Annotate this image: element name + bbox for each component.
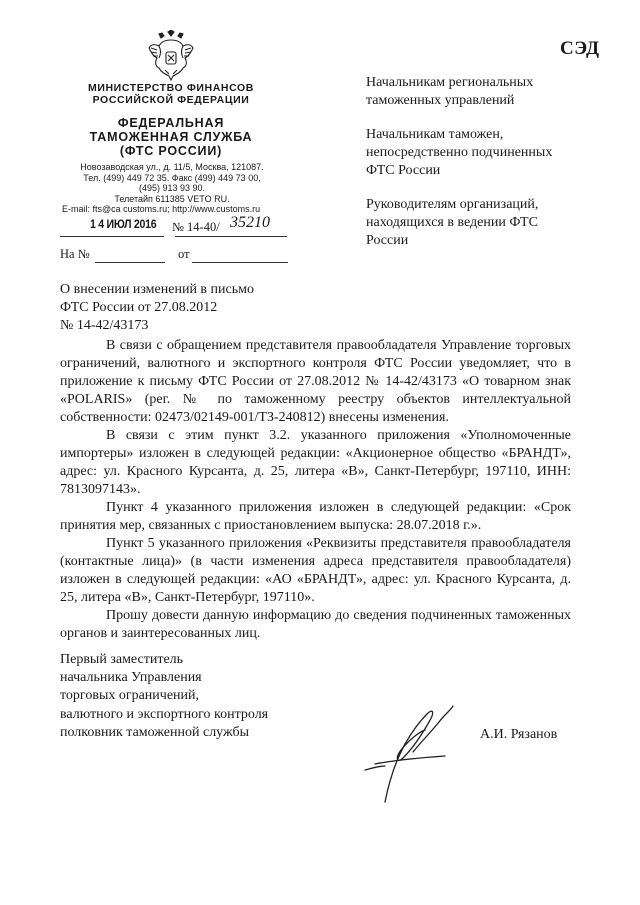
phone-line: (495) 913 93 90. <box>138 183 206 193</box>
service-line: ФЕДЕРАЛЬНАЯ <box>117 116 225 130</box>
handwritten-signature <box>355 692 465 807</box>
service-name <box>62 116 280 158</box>
signatory-title-line: валютного и экспортного контроля <box>60 706 269 722</box>
addressee: Руководителям организаций, находящихся в ведении ФТС России <box>366 197 539 248</box>
signatory-title-line: Первый заместитель <box>60 652 184 667</box>
reference-number-line <box>95 262 165 263</box>
signatory-title <box>60 651 300 742</box>
subject-line: О внесении изменений в письмо <box>60 282 254 297</box>
body-paragraph: В связи с этим пункт 3.2. указанного приложения «Уполномоченные импортеры» изложен в следующей редакции: «Акционерное общество «БРАНДТ», адрес: ул. Красного Курсанта, д. 25, литера «В», Санкт-Петербург, 197110, ИНН: 7813097143». <box>60 428 571 497</box>
subject-line: ФТС России от 27.08.2012 <box>60 300 218 315</box>
signatory-title-line: торговых ограничений, <box>60 688 200 704</box>
contact-details <box>54 162 290 215</box>
service-line: ТАМОЖЕННАЯ СЛУЖБА <box>89 130 253 144</box>
body-paragraph: Пункт 5 указанного приложения «Реквизиты представителя правообладателя (контактные лица)» (в части изменения адреса представителя правообладателя) изложен в следующей редакции: «АО «БРАНДТ», адрес: ул. Красного Курсанта, д. 25, литера «В», Санкт-Петербург, 197110». <box>60 536 571 605</box>
signatory-title-line: начальника Управления <box>60 670 202 686</box>
body-paragraph: Прошу довести данную информацию до сведения подчиненных таможенных органов и заинтересованных лиц. <box>60 608 571 641</box>
reference-number-label: На № <box>60 247 90 261</box>
address-line: Новозаводская ул., д. 11/5, Москва, 121087. <box>80 162 264 172</box>
letter-subject <box>60 281 290 335</box>
reference-date-line <box>192 262 288 263</box>
registration-number-label: № 14-40/ <box>172 220 220 234</box>
body-paragraph: Пункт 4 указанного приложения изложен в следующей редакции: «Срок принятия мер, связанных с приостановлением выпуска: 28.07.2018 г.». <box>60 500 571 533</box>
service-line: (ФТС РОССИИ) <box>119 144 223 158</box>
ministry-line: РОССИЙСКОЙ ФЕДЕРАЦИИ <box>92 94 250 106</box>
addressees <box>366 74 576 266</box>
letter-body <box>60 337 571 643</box>
reference-date-label: от <box>178 247 190 261</box>
signatory-title-line: полковник таможенной службы <box>60 724 250 740</box>
document-marking: СЭД <box>560 38 600 59</box>
date-underline <box>60 236 164 237</box>
addressee: Начальникам региональных таможенных управлений <box>366 75 534 108</box>
email-line: E-mail: fts@ca customs.ru; http://www.customs.ru <box>62 204 261 214</box>
registration-number-handwritten: 35210 <box>230 214 270 231</box>
ministry-name <box>62 82 280 106</box>
phone-line: Тел. (499) 449 72 35. Факс (499) 449 73 00, <box>83 172 261 183</box>
body-paragraph: В связи с обращением представителя правообладателя Управление торговых ограничений, валютного и экспортного контроля ФТС России уведомляет, что в приложение к письму ФТС России от 27.08.2012 № 14-42/43173 «О товарном знак «POLARIS» (рег. № по таможенному реестру объектов интеллектуальной собственности: 02473/02149-001/ТЗ-240812) внесены изменения. <box>60 338 571 425</box>
ministry-line: МИНИСТЕРСТВО ФИНАНСОВ <box>88 82 254 94</box>
registration-date-stamp: 1 4 ИЮЛ 2016 <box>90 219 157 231</box>
subject-line: № 14-42/43173 <box>60 318 149 333</box>
addressee: Начальникам таможен, непосредственно подчиненных ФТС России <box>366 127 553 178</box>
coat-of-arms-icon <box>147 30 195 82</box>
teletype-line: Телетайп 611385 VETO RU. <box>114 193 230 204</box>
signatory-name: А.И. Рязанов <box>480 727 558 742</box>
number-underline <box>175 236 287 237</box>
